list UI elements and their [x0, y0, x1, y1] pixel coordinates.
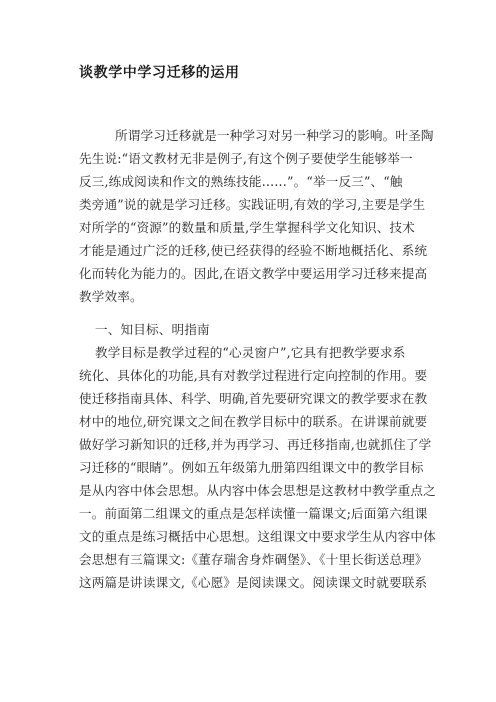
paragraph-line: 先生说:“语文教材无非是例子,有这个例子要使学生能够举一: [79, 151, 413, 166]
document-title: 谈教学中学习迁移的运用: [79, 65, 240, 81]
paragraph-line: 材中的地位,研究课文之间在教学目标中的联系。在讲课前就要: [79, 414, 428, 429]
paragraph-line: 是从内容中体会思想。从内容中体会思想是这教材中教学重点之: [79, 483, 436, 498]
paragraph-line: 做好学习新知识的迁移,并为再学习、再迁移指南,也就抓住了学: [79, 437, 432, 452]
paragraph-line: 统化、具体化的功能,具有对教学过程进行定向控制的作用。要: [79, 368, 428, 383]
paragraph-line: 所谓学习迁移就是一种学习对另一种学习的影响。叶圣陶: [115, 128, 434, 143]
paragraph-line: 会思想有三篇课文:《董存瑞舍身炸碉堡》、《十里长街送总理》: [79, 552, 428, 567]
paragraph-line: 教学目标是教学过程的“心灵窗户”,它具有把教学要求系: [95, 345, 406, 360]
paragraph-line: 习迁移的“眼睛”。例如五年级第九册第四组课文中的教学目标: [79, 460, 424, 475]
paragraph-line: 这两篇是讲读课文,《心愿》是阅读课文。阅读课文时就要联系: [79, 575, 428, 590]
paragraph-line: 反三,练成阅读和作文的熟练技能……”。“举一反三”、“触: [79, 174, 403, 189]
paragraph-line: 类旁通”说的就是学习迁移。实践证明,有效的学习,主要是学生: [79, 197, 426, 212]
paragraph-line: 使迁移指南具体、科学、明确,首先要研究课文的教学要求在教: [79, 391, 428, 406]
paragraph-line: 教学效率。: [79, 289, 143, 304]
paragraph-line: 一。前面第二组课文的重点是怎样读懂一篇课文;后面第六组课: [79, 506, 428, 521]
paragraph-line: 文的重点是练习概括中心思想。这组课文中要求学生从内容中体: [79, 529, 436, 544]
paragraph-line: 化而转化为能力的。因此,在语文教学中要运用学习迁移来提高: [79, 266, 428, 281]
paragraph-line: 才能是通过广泛的迁移,使已经获得的经验不断地概括化、系统: [79, 243, 428, 258]
paragraph-line: 对所学的“资源”的数量和质量,学生掌握科学文化知识、技术: [79, 220, 415, 235]
paragraph-line: 一、知目标、明指南: [95, 322, 210, 337]
